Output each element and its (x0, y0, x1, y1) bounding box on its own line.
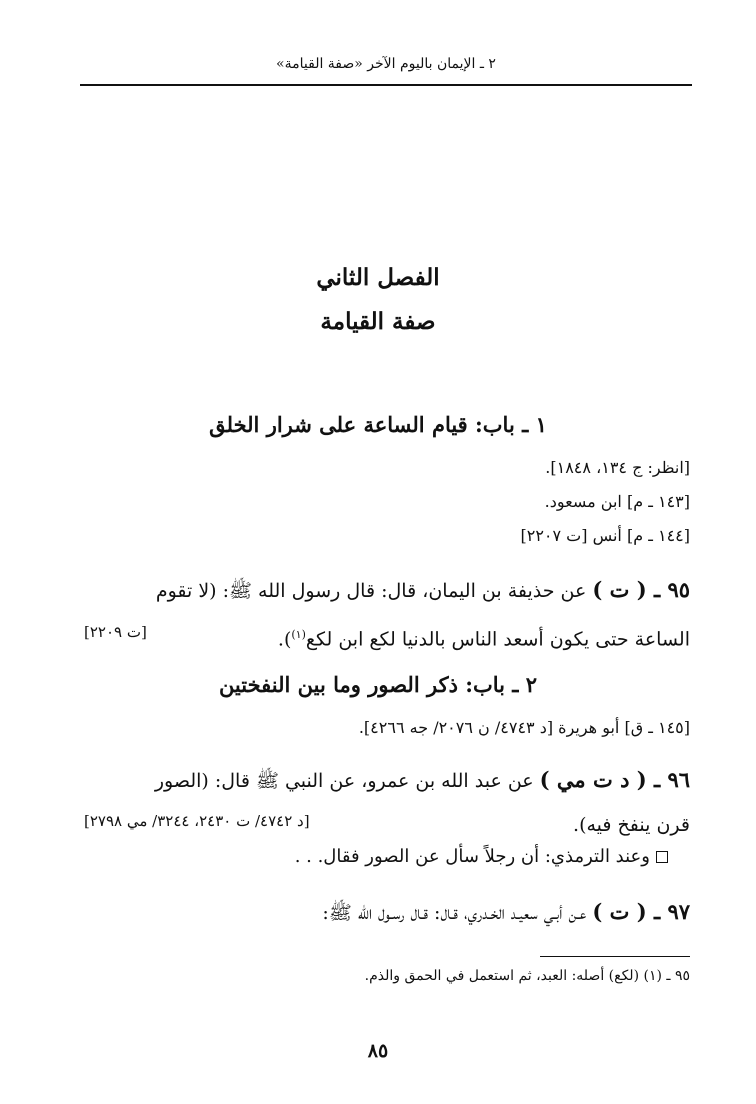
hadith-96-text-2: قرن ينفخ فيه). (573, 814, 690, 836)
bab-1-ref-3: [١٤٤ ـ م] أنس [ت ٢٢٠٧] (520, 526, 690, 545)
hadith-97-text-1: عـن أبـي سعيـد الخـدري، قـال: قـال رسـول الله ﷺ: (322, 902, 587, 924)
bab-2-title: ٢ ـ باب: ذكر الصور وما بين النفختين (218, 672, 538, 697)
hadith-97 (84, 890, 690, 935)
chapter-subheading: صفة القيامة (320, 308, 436, 335)
footnote: ٩٥ ـ (١) (لكع) أصله: العبد، ثم استعمل في الحمق والذم. (364, 968, 690, 984)
bab-2-ref: [١٤٥ ـ ق] أبو هريرة [د ٤٧٤٣/ ن ٢٠٧٦/ جه ٤٢٦٦]. (358, 718, 690, 737)
hadith-97-number: ٩٧ ـ ( ت ) (592, 899, 690, 924)
bab-1-ref-2: [١٤٣ ـ م] ابن مسعود. (544, 492, 690, 511)
hadith-95 (84, 568, 690, 661)
running-header: ٢ ـ الإيمان باليوم الآخر «صفة القيامة» (276, 56, 496, 72)
header-rule (80, 84, 692, 86)
bab-1-title: ١ ـ باب: قيام الساعة على شرار الخلق (209, 412, 547, 437)
hadith-96-source: [د ٤٧٤٢/ ت ٢٤٣٠، ٣٢٤٤/ مي ٢٧٩٨] (84, 812, 310, 830)
hadith-95-text-2: الساعة حتى يكون أسعد الناس بالدنيا لكع ابن لكع (305, 628, 690, 651)
footnote-marker: (١) (291, 628, 306, 641)
hadith-95-text-1: عن حذيفة بن اليمان، قال: قال رسول الله ﷺ: (لا تقوم (155, 580, 587, 602)
hadith-96-line-1 (84, 758, 690, 803)
chapter-heading: الفصل الثاني (316, 264, 440, 291)
hadith-95-line-2 (84, 613, 690, 661)
hadith-96 (84, 758, 690, 847)
hadith-95-source: [ت ٢٢٠٩] (84, 623, 147, 641)
hadith-95-number: ٩٥ ـ ( ت ) (592, 577, 690, 602)
square-bullet-icon (656, 851, 668, 863)
hadith-96-note-text: وعند الترمذي: أن رجلاً سأل عن الصور فقال. . . (294, 846, 650, 867)
page-number: ٨٥ (367, 1040, 389, 1062)
hadith-96-text-1: عن عبد الله بن عمرو، عن النبي ﷺ قال: (الصور (154, 770, 534, 792)
footnote-rule (540, 956, 690, 957)
hadith-96-note (295, 846, 668, 867)
hadith-95-line-1 (84, 568, 690, 613)
bab-1-ref-1: [انظر: ج ١٣٤، ١٨٤٨]. (545, 458, 690, 477)
hadith-95-text-2-end: ). (277, 628, 292, 651)
hadith-96-number: ٩٦ ـ ( د ت مي ) (539, 767, 690, 792)
